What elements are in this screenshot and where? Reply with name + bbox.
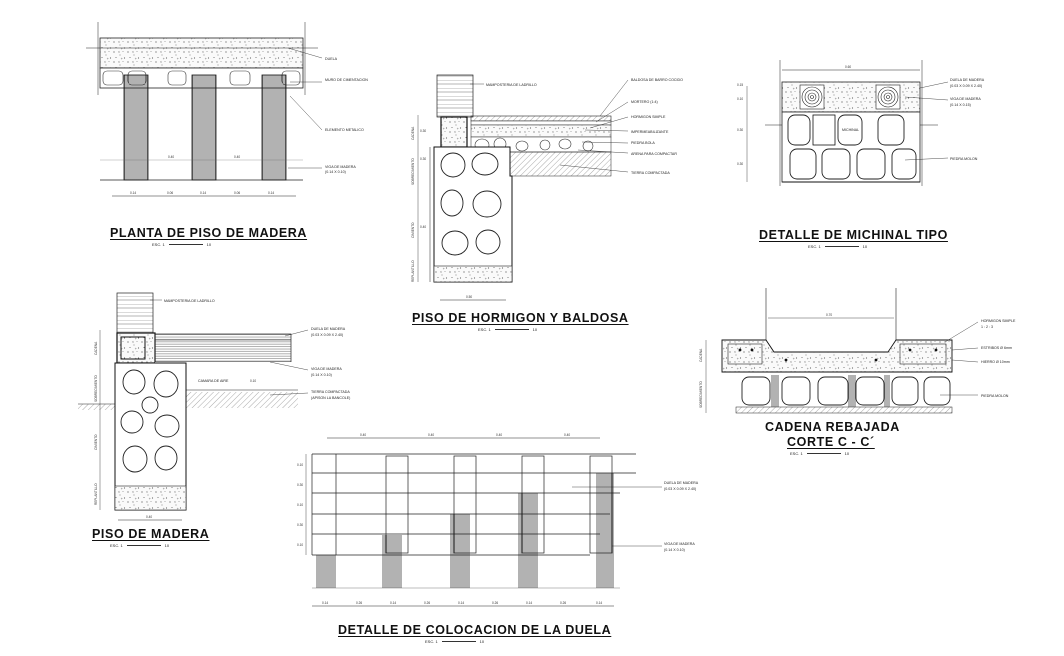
drawing-piso-hormigon [411, 75, 683, 300]
cadena-label: HORMIGON SIMPLE [981, 319, 1016, 323]
hormigon-dim: 0.50 [466, 295, 473, 299]
cadena-label: PIEDRA MOLON [981, 394, 1009, 398]
planta-label: (0.14 X 0.10) [325, 170, 346, 174]
michinal-label: VIGA DE MADERA [950, 97, 981, 101]
madera-label: TIERRA COMPACTADA [311, 390, 350, 394]
planta-label: ELEMENTO METALICO [325, 128, 364, 132]
hormigon-label: MORTERO (1:4) [631, 100, 658, 104]
scale-michinal [808, 244, 867, 249]
duela-top-dim: 0.40 [564, 433, 571, 437]
compacted-earth [510, 152, 611, 176]
madera-label: DUELA DE MADERA [311, 327, 346, 331]
lean-concrete [434, 266, 512, 282]
madera-side-label: CIMIENTO [94, 434, 98, 450]
duela-label: VIGA DE MADERA [664, 542, 695, 546]
drawing-cadena-rebajada [699, 288, 1016, 413]
title-planta-piso-madera: PLANTA DE PISO DE MADERA [110, 226, 308, 240]
planta-span-dim: 0.40 [234, 155, 241, 159]
duela-side-dim: 0.30 [297, 523, 304, 527]
hormigon-label: MAMPOSTERIA DE LADRILLO [486, 83, 537, 87]
madera-side-label: REPLANTILLO [94, 483, 98, 505]
duela-board-grid [312, 454, 636, 555]
cadena-label: 1 : 2 : 3 [981, 325, 993, 329]
hormigon-label: HORMIGON SIMPLE [631, 115, 666, 119]
planta-label: MURO DE CIMENTACION [325, 78, 368, 82]
michinal-dim: 0.15 [737, 83, 744, 87]
lean-concrete [115, 486, 186, 510]
duela-side-dim: 0.10 [297, 463, 304, 467]
michinal-label: DUELA DE MADERA [950, 78, 985, 82]
hormigon-side-label: SOBRECIMIENTO [411, 158, 415, 185]
drawing-michinal [737, 60, 985, 186]
planta-dim: 0.14 [130, 191, 137, 195]
madera-label: (0.14 X 0.10) [311, 373, 332, 377]
cadena-label: HIERRO Ø 10mm [981, 360, 1010, 364]
mortar-layer [471, 121, 611, 125]
hormigon-dim: 0.30 [420, 157, 427, 161]
brick-wall [437, 75, 473, 117]
madera-label: CAMARA DE AIRE [198, 379, 229, 383]
scale-planta-ratio: ESC. 1 [152, 242, 165, 247]
duela-side-dim: 0.10 [297, 543, 304, 547]
madera-label: MAMPOSTERIA DE LADRILLO [164, 299, 215, 303]
scale-michinal-ratio: ESC. 1 [808, 244, 821, 249]
planta-concrete-slab [100, 38, 303, 68]
duela-bottom-dim: 0.26 [492, 601, 499, 605]
hormigon-side-label: CIMIENTO [411, 222, 415, 238]
title-piso-hormigon-baldosa: PISO DE HORMIGON Y BALDOSA [412, 311, 629, 325]
michinal-opening-label: MICHINAL [842, 128, 860, 132]
tie-beam [441, 117, 467, 147]
hormigon-label: BALDOSA DE BARRO COCIDO [631, 78, 683, 82]
planta-label: DUELA [325, 57, 337, 61]
duela-top-dim: 0.40 [496, 433, 503, 437]
cadena-slab [722, 340, 952, 372]
concrete-layer [471, 125, 611, 137]
hormigon-label: IMPERMEABILIZANTE [631, 130, 669, 134]
scale-planta [152, 242, 211, 247]
duela-top-dim: 0.40 [360, 433, 367, 437]
cadena-label: ESTRIBOS Ø 6mm [981, 346, 1012, 350]
duela-bottom-dim: 0.26 [356, 601, 363, 605]
michinal-dim: 0.30 [737, 162, 744, 166]
scale-michinal-denominator: 10 [862, 244, 868, 249]
cadena-dim: 0.70 [826, 313, 833, 317]
duela-label: (0.14 X 0.10) [664, 548, 685, 552]
duela-beams [316, 473, 614, 588]
duela-side-dim: 0.30 [297, 483, 304, 487]
brick-wall [117, 293, 153, 333]
hormigon-side-label: CADENA [411, 126, 415, 140]
wood-beam [192, 75, 216, 180]
duela-bottom-dim: 0.14 [390, 601, 397, 605]
scale-hormigon-ratio: ESC. 1 [478, 327, 491, 332]
madera-side-label: SOBRECIMIENTO [94, 375, 98, 402]
duela-side-dim: 0.10 [297, 503, 304, 507]
michinal-label: (0.03 X 0.09 X 2.40) [950, 84, 983, 88]
drawing-piso-madera [78, 293, 350, 520]
duela-bottom-dim: 0.14 [322, 601, 329, 605]
duela-bottom-dim: 0.14 [458, 601, 465, 605]
michinal-label: (0.14 X 0.15) [950, 103, 971, 107]
scale-cadena [790, 451, 849, 456]
floor-tile-layer [471, 116, 611, 121]
scale-hormigon-denominator: 10 [532, 327, 538, 332]
hormigon-label: PIEDRA BOLA [631, 141, 655, 145]
title-piso-madera: PISO DE MADERA [92, 527, 210, 541]
scale-madera-denominator: 10 [164, 543, 170, 548]
duela-label: DUELA DE MADERA [664, 481, 699, 485]
planta-dim: 0.14 [268, 191, 275, 195]
drawing-planta-piso-madera [86, 22, 368, 196]
michinal-dim: 0.30 [737, 128, 744, 132]
wood-beam [124, 75, 148, 180]
hormigon-dim: 0.40 [420, 225, 427, 229]
title-colocacion-duela: DETALLE DE COLOCACION DE LA DUELA [338, 623, 612, 637]
madera-label: VIGA DE MADERA [311, 367, 342, 371]
michinal-dim: 0.10 [737, 97, 744, 101]
scale-hormigon [478, 327, 537, 332]
madera-side-label: CADENA [94, 341, 98, 355]
duela-bottom-dim: 0.26 [424, 601, 431, 605]
wood-beam [262, 75, 286, 180]
duela-top-dim: 0.40 [428, 433, 435, 437]
hormigon-dim: 0.30 [420, 129, 427, 133]
cadena-base [736, 407, 952, 413]
duela-bottom-dim: 0.14 [526, 601, 533, 605]
scale-madera [110, 543, 169, 548]
scale-duela-ratio: ESC. 1 [425, 639, 438, 644]
title-cadena-rebajada: CADENA REBAJADA [765, 420, 900, 434]
michinal-label: PIEDRA MOLON [950, 157, 978, 161]
hormigon-side-label: REPLANTILLO [411, 260, 415, 282]
madera-dim: 0.40 [146, 515, 153, 519]
madera-dim: 0.10 [250, 379, 257, 383]
madera-label: (APISON LA BANCOLE) [311, 396, 351, 400]
scale-planta-denominator: 10 [206, 242, 212, 247]
title-michinal-tipo: DETALLE DE MICHINAL TIPO [759, 228, 948, 242]
drawing-colocacion-duela [297, 433, 699, 606]
planta-span-dim: 0.40 [168, 155, 175, 159]
michinal-dim: 0.60 [845, 65, 852, 69]
hormigon-label: ARENA PARA COMPACTAR [631, 152, 677, 156]
scale-madera-ratio: ESC. 1 [110, 543, 123, 548]
duela-bottom-dim: 0.26 [560, 601, 567, 605]
planta-label: VIGA DE MADERA [325, 165, 356, 169]
planta-dim: 0.06 [234, 191, 241, 195]
hormigon-label: TIERRA COMPACTADA [631, 171, 670, 175]
cadena-side-label: SOBRECIMIENTO [699, 381, 703, 408]
duela-label: (0.03 X 0.09 X 2.40) [664, 487, 697, 491]
scale-duela-denominator: 10 [479, 639, 485, 644]
scale-cadena-ratio: ESC. 1 [790, 451, 803, 456]
planta-dim: 0.06 [167, 191, 174, 195]
duela-bottom-dim: 0.14 [596, 601, 603, 605]
madera-label: (0.03 X 0.09 X 2.40) [311, 333, 344, 337]
scale-duela [425, 639, 484, 644]
subtitle-corte-cc: CORTE C - C´ [787, 435, 875, 449]
scale-cadena-denominator: 10 [844, 451, 850, 456]
cadena-side-label: CADENA [699, 348, 703, 362]
planta-dim: 0.14 [200, 191, 207, 195]
wood-floor-boards [155, 334, 291, 362]
